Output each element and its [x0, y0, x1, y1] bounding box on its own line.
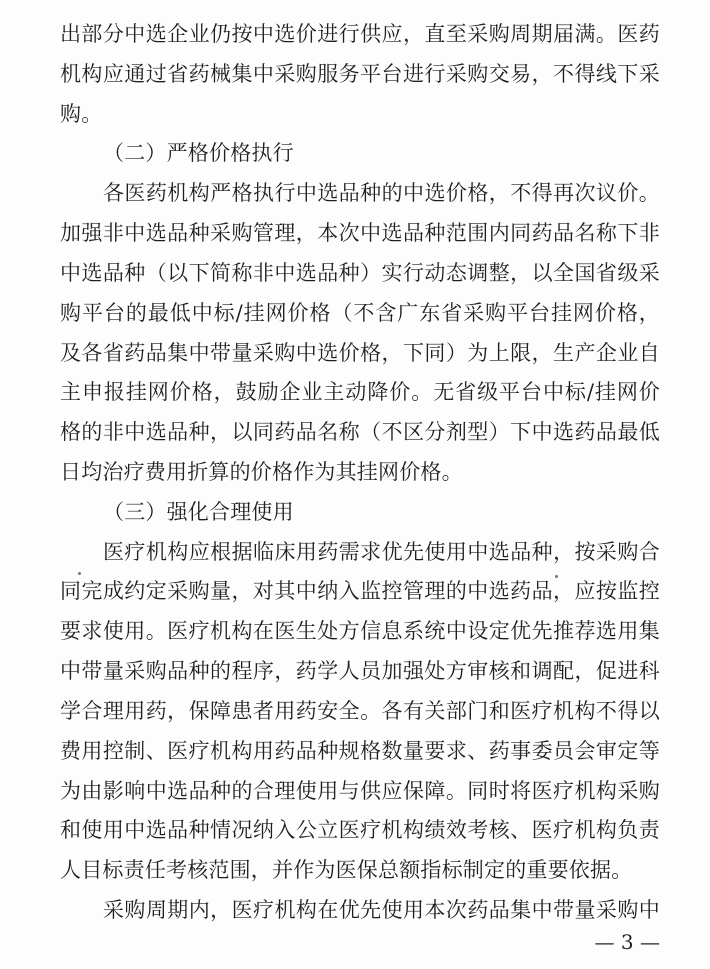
section-heading: （二）严格价格执行 [103, 141, 294, 165]
page-number: — 3 — [594, 930, 660, 954]
body-line: 为由影响中选品种的合理使用与供应保障。同时将医疗机构采购 [60, 779, 660, 803]
body-line: 同完成约定采购量，对其中纳入监控管理的中选药品，应按监控 [60, 579, 660, 603]
body-line: 采购周期内，医疗机构在优先使用本次药品集中带量采购中 [103, 898, 660, 922]
body-line: 出部分中选企业仍按中选价进行供应，直至采购周期届满。医药 [60, 22, 660, 46]
body-line: 学合理用药，保障患者用药安全。各有关部门和医疗机构不得以 [60, 699, 660, 723]
scan-speck [555, 575, 558, 578]
body-line: 各医药机构严格执行中选品种的中选价格，不得再次议价。 [103, 181, 660, 205]
body-line: 要求使用。医疗机构在医生处方信息系统中设定优先推荐选用集 [60, 619, 660, 643]
body-line: 中带量采购品种的程序，药学人员加强处方审核和调配，促进科 [60, 659, 660, 683]
scan-speck [78, 572, 81, 575]
body-line: 日均治疗费用折算的价格作为其挂网价格。 [60, 460, 463, 484]
body-line: 及各省药品集中带量采购中选价格，下同）为上限，生产企业自 [60, 341, 660, 365]
section-heading: （三）强化合理使用 [103, 500, 294, 524]
body-line: 加强非中选品种采购管理，本次中选品种范围内同药品名称下非 [60, 221, 660, 245]
body-line: 人目标责任考核范围，并作为医保总额指标制定的重要依据。 [60, 858, 633, 882]
body-line: 中选品种（以下简称非中选品种）实行动态调整，以全国省级采 [60, 261, 660, 285]
body-line: 格的非中选品种，以同药品名称（不区分剂型）下中选药品最低 [60, 420, 660, 444]
body-line: 医疗机构应根据临床用药需求优先使用中选品种，按采购合 [103, 540, 660, 564]
body-line: 购平台的最低中标/挂网价格（不含广东省采购平台挂网价格， [60, 301, 660, 325]
body-line: 购。 [60, 102, 103, 126]
body-line: 和使用中选品种情况纳入公立医疗机构绩效考核、医疗机构负责 [60, 818, 660, 842]
body-line: 费用控制、医疗机构用药品种规格数量要求、药事委员会审定等 [60, 739, 660, 763]
body-line: 主申报挂网价格，鼓励企业主动降价。无省级平台中标/挂网价 [60, 380, 660, 404]
body-line: 机构应通过省药械集中采购服务平台进行采购交易，不得线下采 [60, 62, 660, 86]
